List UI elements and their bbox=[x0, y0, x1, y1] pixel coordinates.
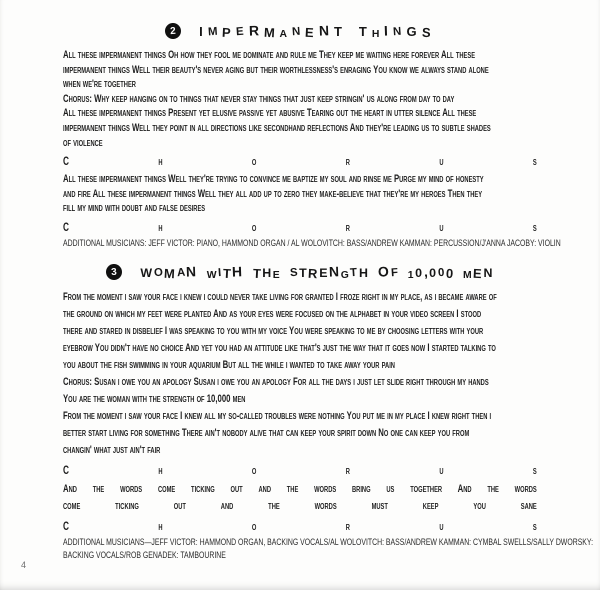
musicians-credit bbox=[63, 237, 561, 251]
text-line: better start living for something There ain't nobody alive that can keep your spirit down No one can keep you from bbox=[63, 427, 470, 440]
chorus-letter: C bbox=[63, 521, 69, 534]
title-letter: T bbox=[358, 23, 367, 39]
track-number-badge: 3 bbox=[105, 264, 122, 281]
title-letter: O bbox=[377, 263, 390, 280]
chorus-letter: C bbox=[63, 221, 69, 234]
title-letter: H bbox=[371, 28, 380, 40]
track-title bbox=[140, 264, 494, 280]
song3-lyrics-block bbox=[63, 289, 594, 562]
title-letter: 0 bbox=[415, 266, 423, 281]
title-letter: F bbox=[390, 266, 399, 280]
title-letter: M bbox=[263, 24, 275, 41]
text-line: BACKING VOCALS/ROB GENADEK: TAMBOURINE bbox=[63, 549, 226, 561]
title-letter: 1 bbox=[407, 270, 414, 282]
lyrics-chorus bbox=[63, 374, 537, 408]
chorus-spread-line bbox=[63, 520, 537, 534]
title-letter: G bbox=[340, 270, 349, 282]
title-letter: R bbox=[248, 22, 259, 39]
chorus-letter: u bbox=[439, 465, 444, 478]
chorus-letter: s bbox=[532, 521, 537, 534]
lyrics-verse bbox=[63, 408, 537, 459]
chorus-letter: o bbox=[251, 156, 257, 169]
chorus-letter: h bbox=[158, 521, 163, 534]
title-letter: H bbox=[232, 263, 243, 280]
text-line: the ground on which my feet were planted And as your eyes were focused on the alphabet in your video screen I stood bbox=[63, 308, 482, 321]
chorus-letter: o bbox=[251, 465, 257, 478]
title-letter: I bbox=[217, 267, 222, 280]
text-line: All these impermanent things Oh how they fool me dominate and rule me They keep me waiting here forever All these bbox=[63, 49, 476, 61]
title-letter: N bbox=[392, 25, 402, 39]
text-line: changin' what just ain't fair bbox=[63, 444, 161, 457]
track-number-badge: 2 bbox=[164, 22, 181, 39]
chorus-letter: r bbox=[345, 156, 350, 169]
title-letter: , bbox=[423, 263, 428, 280]
song2-lyrics-block bbox=[63, 48, 561, 250]
chorus-spread-line bbox=[63, 155, 537, 169]
title-letter: T bbox=[350, 266, 358, 280]
title-letter: M bbox=[207, 25, 218, 39]
title-letter: N bbox=[483, 266, 493, 281]
chorus-letter: u bbox=[439, 221, 444, 234]
title-letter: H bbox=[262, 266, 272, 281]
chorus-letter: o bbox=[251, 521, 257, 534]
lyrics-verse bbox=[63, 172, 537, 216]
chorus-letter: s bbox=[532, 221, 537, 234]
title-letter: E bbox=[235, 25, 244, 39]
text-line: eyebrow You didn't have no choice And yet you had an attitude like that's just the way that it goes now I started talking to bbox=[63, 342, 496, 355]
title-letter: 0 bbox=[437, 266, 445, 280]
title-letter: E bbox=[304, 24, 315, 40]
title-letter: N bbox=[318, 22, 330, 39]
title-letter: E bbox=[272, 270, 280, 282]
chorus-spread-line bbox=[63, 221, 537, 235]
text-line: of violence bbox=[63, 136, 103, 149]
title-letter: T bbox=[222, 266, 232, 282]
text-line: All these impermanent things Well they're trying to convince me baptize my soul and rinse me Purge my mind of honesty bbox=[63, 173, 484, 186]
text-line: there and stared in disbelief I was speaking to you with my voice You were speaking to me by choosing letters with your bbox=[63, 325, 484, 338]
chorus-letter: r bbox=[345, 521, 350, 534]
title-letter: T bbox=[333, 23, 342, 39]
text-line: fill my mind with doubt and false desires bbox=[63, 202, 206, 215]
lyrics-verse bbox=[63, 289, 537, 374]
text-line: From the moment i saw your face i knew i could never take living for granted I froze right in my place, as i became aware of bbox=[63, 291, 497, 304]
lyrics-bridge bbox=[63, 481, 537, 515]
title-letter: W bbox=[140, 266, 153, 281]
musicians-credit bbox=[63, 537, 594, 562]
title-letter: M bbox=[463, 270, 472, 282]
text-line: and fire All these impermanent things Well they all add up to zero they make-believe that they're my heroes Then they bbox=[63, 187, 483, 200]
title-letter: T bbox=[252, 266, 261, 282]
title-letter: E bbox=[472, 265, 483, 282]
chorus-letter: s bbox=[532, 156, 537, 169]
text-line: come ticking out and the words must keep you sane bbox=[63, 500, 537, 513]
chorus-letter: h bbox=[158, 156, 163, 169]
text-line: Chorus: Susan i owe you an apology Susan i owe you an apology For all the days i just let slide right through my hands bbox=[63, 376, 489, 389]
text-line: impermanent things Well they point in all directions like secondhand reflections And they're leading us to subtle shades bbox=[63, 121, 491, 134]
text-line: All these impermanent things Present yet elusive passive yet abusive Tearing out the heart in utter silence All these bbox=[63, 107, 477, 120]
lyrics-chorus bbox=[63, 92, 537, 150]
chorus-letter: s bbox=[532, 465, 537, 478]
title-letter: O bbox=[153, 266, 163, 280]
lyrics-column bbox=[63, 20, 594, 562]
title-letter: A bbox=[279, 28, 287, 40]
title-letter: N bbox=[186, 263, 197, 280]
chorus-letter: u bbox=[439, 156, 444, 169]
chorus-letter: r bbox=[345, 465, 350, 478]
chorus-letter: C bbox=[63, 156, 69, 169]
lyrics-verse bbox=[63, 48, 537, 92]
text-line: You are the woman with the strength of 10,000 men bbox=[63, 393, 246, 406]
title-letter: W bbox=[206, 270, 217, 282]
track-title bbox=[199, 23, 435, 39]
text-line: And the words come ticking out and the words bring us together And the words bbox=[63, 483, 537, 496]
title-letter: 0 bbox=[429, 266, 437, 281]
title-letter: S bbox=[289, 266, 298, 280]
title-letter: S bbox=[421, 24, 431, 40]
chorus-letter: C bbox=[63, 465, 69, 478]
title-letter: 0 bbox=[445, 266, 454, 282]
chorus-spread-line bbox=[63, 464, 537, 478]
text-line: you about the fish swimming in your aquarium But all the while i wanted to take away your pain bbox=[63, 359, 395, 372]
track-title-row-woman-strength bbox=[63, 263, 537, 281]
chorus-letter: h bbox=[158, 221, 163, 234]
text-line: Chorus: Why keep hanging on to things that never stay things that just keep stringin' us along from day to day bbox=[63, 92, 455, 105]
text-line: impermanent things Well their beauty's never aging but their worthlessness's enraging You know we always stand alone bbox=[63, 63, 489, 76]
page-number: 4 bbox=[21, 560, 27, 570]
chorus-letter: u bbox=[439, 521, 444, 534]
chorus-letter: r bbox=[345, 221, 350, 234]
text-line: From the moment i saw your face I knew all my so-called troubles were nothing You put me in my place I knew right then i bbox=[63, 410, 492, 423]
track-title-row-impermanent-things bbox=[63, 22, 537, 40]
title-letter: G bbox=[406, 23, 417, 39]
title-letter: M bbox=[163, 265, 176, 282]
title-letter: A bbox=[176, 266, 186, 280]
title-letter: H bbox=[359, 266, 368, 281]
title-letter: I bbox=[384, 22, 389, 39]
text-line: ADDITIONAL MUSICIANS—JEFF VICTOR: HAMMOND ORGAN, BACKING VOCALS/AL WOLOVITCH: BASS/ANDREW KAMMAN: CYMBAL SWELLS/SALLY DWORSKY: bbox=[63, 537, 594, 549]
chorus-letter: h bbox=[158, 465, 163, 478]
text-line: ADDITIONAL MUSICIANS: JEFF VICTOR: PIANO, HAMMOND ORGAN / AL WOLOVITCH: BASS/ANDREW KAMMAN: PERCUSSION/J'ANNA JACOBY: VIOLIN bbox=[63, 237, 561, 249]
title-letter: N bbox=[328, 263, 340, 280]
title-letter: R bbox=[307, 265, 319, 282]
title-letter: E bbox=[319, 266, 328, 281]
title-letter: N bbox=[291, 25, 301, 39]
title-letter: I bbox=[199, 23, 203, 39]
chorus-letter: o bbox=[251, 221, 257, 234]
title-letter: P bbox=[221, 24, 232, 40]
text-line: when we're together bbox=[63, 78, 136, 91]
title-letter: T bbox=[299, 266, 307, 281]
